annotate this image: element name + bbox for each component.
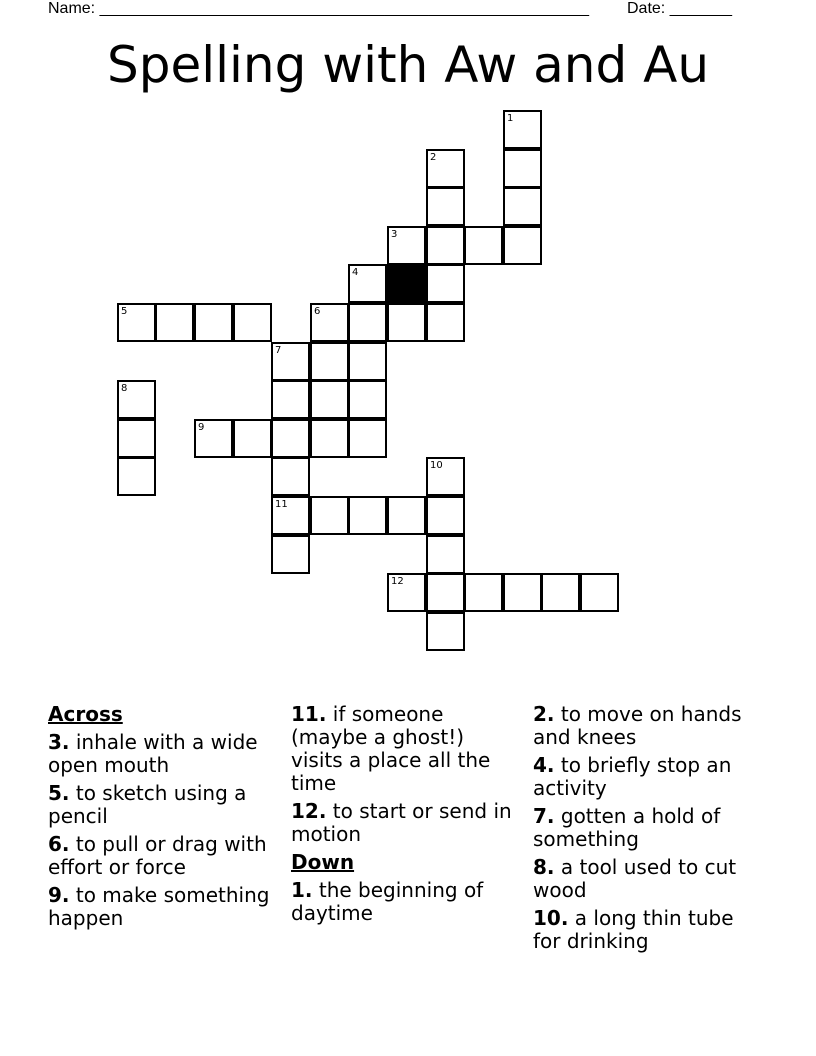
down-clue-7: 7. gotten a hold of something	[533, 804, 721, 851]
crossword-cell[interactable]	[426, 612, 465, 651]
crossword-cell[interactable]	[117, 419, 156, 458]
clue-number: 8	[121, 383, 128, 394]
across-clue-6: 6. to pull or drag with effort or force	[48, 832, 267, 879]
clue-number: 3	[391, 229, 398, 240]
crossword-cell[interactable]	[271, 496, 310, 535]
crossword-cell[interactable]	[503, 187, 542, 226]
crossword-cell[interactable]	[310, 303, 349, 342]
date-field[interactable]: Date: _______	[627, 0, 732, 17]
crossword-cell[interactable]	[348, 264, 387, 303]
name-field[interactable]: Name: _______________________________________________________	[48, 0, 589, 17]
crossword-cell[interactable]	[387, 226, 426, 265]
clue-column-2	[291, 703, 519, 930]
crossword-cell[interactable]	[387, 573, 426, 612]
clue-column-1	[48, 703, 276, 935]
crossword-cell[interactable]	[426, 457, 465, 496]
crossword-cell[interactable]	[271, 419, 310, 458]
black-square	[387, 264, 426, 303]
crossword-cell[interactable]	[503, 149, 542, 188]
crossword-cell[interactable]	[117, 457, 156, 496]
down-clue-4: 4. to briefly stop an activity	[533, 753, 732, 800]
down-clue-10: 10. a long thin tube for drinking	[533, 906, 734, 953]
across-clue-3: 3. inhale with a wide open mouth	[48, 730, 258, 777]
crossword-cell[interactable]	[464, 573, 503, 612]
crossword-cell[interactable]	[348, 380, 387, 419]
crossword-cell[interactable]	[503, 573, 542, 612]
clue-number: 5	[121, 306, 128, 317]
down-heading: Down	[291, 850, 355, 874]
crossword-cell[interactable]	[155, 303, 194, 342]
across-heading: Across	[48, 702, 123, 726]
crossword-cell[interactable]	[503, 226, 542, 265]
clue-number: 4	[352, 267, 359, 278]
crossword-cell[interactable]	[310, 342, 349, 381]
crossword-cell[interactable]	[310, 419, 349, 458]
crossword-cell[interactable]	[426, 264, 465, 303]
crossword-cell[interactable]	[426, 535, 465, 574]
across-clue-12: 12. to start or send in motion	[291, 799, 512, 846]
across-clue-9: 9. to make something happen	[48, 883, 270, 930]
page-title: Spelling with Aw and Au	[106, 36, 710, 94]
crossword-cell[interactable]	[426, 573, 465, 612]
clue-number: 7	[275, 345, 282, 356]
crossword-cell[interactable]	[194, 303, 233, 342]
clue-number: 6	[314, 306, 321, 317]
clue-number: 10	[430, 460, 443, 471]
crossword-cell[interactable]	[117, 303, 156, 342]
crossword-cell[interactable]	[271, 535, 310, 574]
down-clue-1: 1. the beginning of daytime	[291, 878, 484, 925]
crossword-cell[interactable]	[464, 226, 503, 265]
crossword-cell[interactable]	[348, 342, 387, 381]
crossword-cell[interactable]	[233, 419, 272, 458]
crossword-cell[interactable]	[233, 303, 272, 342]
crossword-cell[interactable]	[426, 303, 465, 342]
clue-number: 12	[391, 576, 404, 587]
crossword-cell[interactable]	[503, 110, 542, 149]
crossword-cell[interactable]	[348, 496, 387, 535]
across-clue-11: 11. if someone (maybe a ghost!) visits a place all the time	[291, 702, 491, 795]
crossword-cell[interactable]	[387, 303, 426, 342]
crossword-cell[interactable]	[580, 573, 619, 612]
crossword-cell[interactable]	[117, 380, 156, 419]
crossword-cell[interactable]	[271, 342, 310, 381]
crossword-cell[interactable]	[387, 496, 426, 535]
crossword-cell[interactable]	[426, 226, 465, 265]
crossword-cell[interactable]	[194, 419, 233, 458]
crossword-cell[interactable]	[426, 149, 465, 188]
crossword-cell[interactable]	[310, 496, 349, 535]
clue-number: 1	[507, 113, 514, 124]
crossword-cell[interactable]	[541, 573, 580, 612]
clue-column-3	[533, 703, 761, 958]
clue-number: 9	[198, 422, 205, 433]
down-clue-8: 8. a tool used to cut wood	[533, 855, 737, 902]
crossword-cell[interactable]	[310, 380, 349, 419]
down-clue-2: 2. to move on hands and knees	[533, 702, 742, 749]
crossword-cell[interactable]	[271, 380, 310, 419]
crossword-cell[interactable]	[271, 457, 310, 496]
crossword-cell[interactable]	[426, 187, 465, 226]
clue-number: 2	[430, 152, 437, 163]
across-clue-5: 5. to sketch using a pencil	[48, 781, 247, 828]
crossword-cell[interactable]	[348, 303, 387, 342]
crossword-cell[interactable]	[426, 496, 465, 535]
clue-number: 11	[275, 499, 288, 510]
crossword-cell[interactable]	[348, 419, 387, 458]
